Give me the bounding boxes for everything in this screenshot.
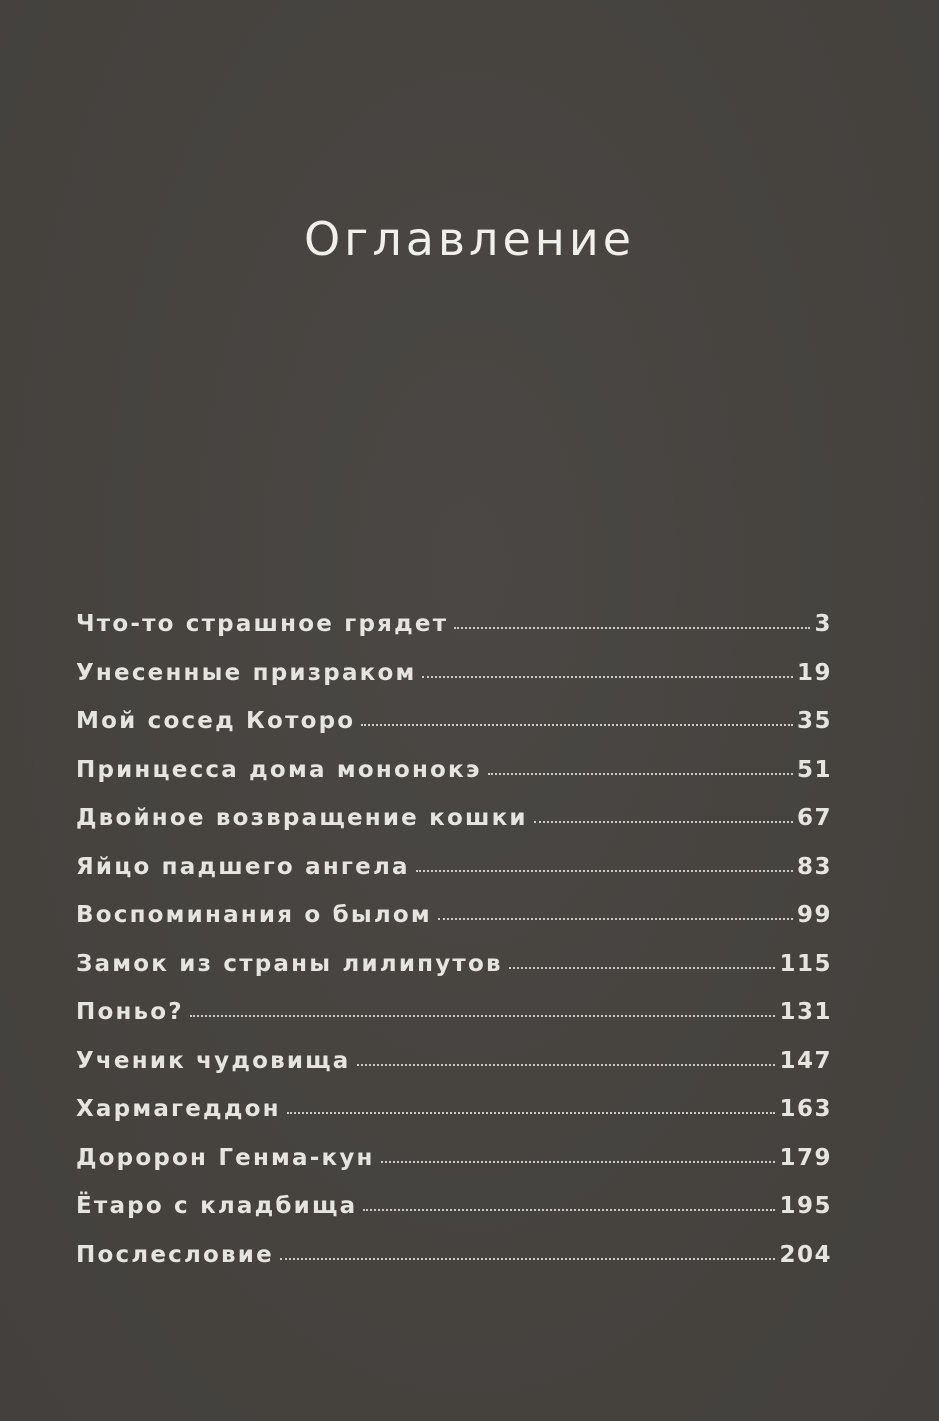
dot-leader	[357, 1045, 776, 1068]
dot-leader	[534, 802, 793, 825]
toc-entry-title: Двойное возвращение кошки	[76, 805, 528, 831]
toc-entry-title: Яйцо падшего ангела	[76, 853, 410, 880]
toc-entry-page: 131	[779, 999, 832, 1025]
toc-entry	[76, 1239, 832, 1288]
toc-entry-title: Унесенные призраком	[76, 659, 417, 686]
dot-leader	[361, 705, 793, 728]
toc-entry-title: Принцесса дома мононокэ	[76, 756, 482, 783]
toc-entry	[76, 705, 832, 754]
dot-leader	[422, 657, 793, 680]
toc-entry	[76, 608, 832, 657]
toc-entry-page: 83	[796, 853, 832, 880]
toc-entry-title: Замок из страны лилипутов	[76, 950, 503, 977]
dot-leader	[363, 1190, 775, 1213]
dot-leader	[287, 1093, 776, 1116]
toc-entry	[76, 657, 832, 706]
toc-entry-page: 3	[814, 611, 832, 637]
table-of-contents	[76, 608, 832, 1287]
toc-entry-title: Воспоминания о былом	[76, 902, 432, 928]
toc-entry-page: 99	[796, 902, 832, 928]
toc-entry-title: Послесловие	[76, 1241, 274, 1268]
toc-entry	[76, 1190, 832, 1239]
toc-entry	[76, 1142, 832, 1191]
toc-entry	[76, 802, 832, 851]
toc-entry	[76, 1093, 832, 1142]
toc-entry	[76, 754, 832, 803]
toc-entry-page: 179	[779, 1144, 832, 1171]
toc-entry	[76, 996, 832, 1045]
toc-entry-title: Ученик чудовища	[76, 1047, 351, 1074]
toc-entry	[76, 899, 832, 948]
toc-entry-title: Хармагеддон	[76, 1096, 281, 1122]
dot-leader	[488, 754, 793, 777]
toc-entry-page: 115	[779, 950, 832, 977]
toc-entry-page: 163	[779, 1096, 832, 1122]
toc-entry-title: Ётаро с кладбища	[76, 1193, 358, 1219]
toc-entry	[76, 948, 832, 997]
toc-entry-title: Что-то страшное грядет	[76, 611, 449, 637]
dot-leader	[438, 899, 793, 922]
toc-entry-page: 195	[779, 1193, 832, 1219]
toc-entry-title: Поньо?	[76, 999, 184, 1025]
toc-entry-page: 51	[796, 756, 832, 783]
toc-entry-page: 147	[779, 1047, 832, 1074]
dot-leader	[190, 996, 776, 1019]
toc-entry	[76, 851, 832, 900]
dot-leader	[280, 1239, 776, 1262]
toc-entry-page: 35	[796, 708, 832, 734]
dot-leader	[509, 948, 776, 971]
dot-leader	[381, 1142, 776, 1165]
dot-leader	[416, 851, 793, 874]
toc-entry-page: 19	[796, 659, 832, 686]
page-title: Оглавление	[303, 212, 636, 266]
toc-entry-title: Доророн Генма-кун	[76, 1144, 375, 1171]
toc-entry	[76, 1045, 832, 1094]
toc-entry-page: 204	[779, 1241, 832, 1268]
toc-entry-title: Мой сосед Которо	[76, 708, 356, 734]
toc-entry-page: 67	[796, 805, 832, 831]
dot-leader	[454, 608, 810, 631]
